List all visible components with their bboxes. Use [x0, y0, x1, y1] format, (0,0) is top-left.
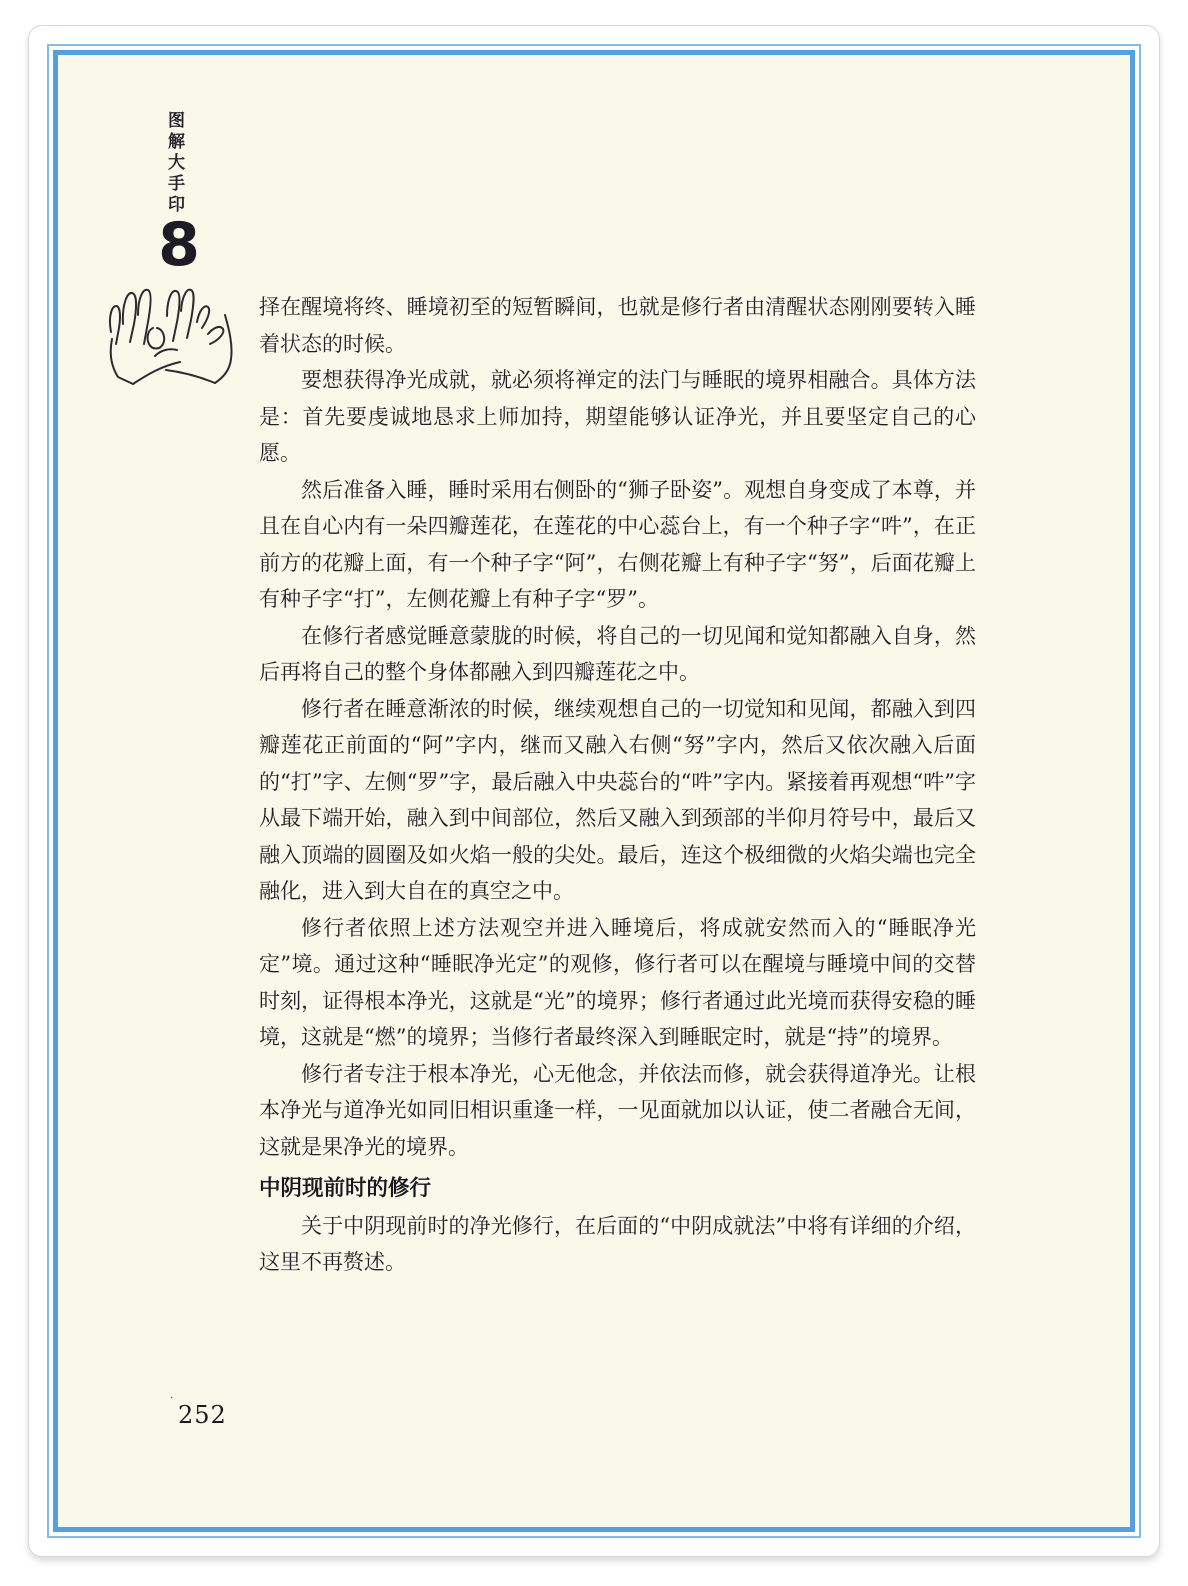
page-content-area — [58, 55, 1130, 1527]
article-body — [259, 289, 976, 1281]
book-page-card — [28, 25, 1160, 1557]
page-number-value: 252 — [178, 1401, 227, 1429]
mudra-hands-icon — [101, 284, 253, 386]
page-number — [170, 1393, 227, 1429]
outer-blue-rule — [47, 44, 1141, 1538]
paragraph: 然后准备入睡，睡时采用右侧卧的“狮子卧姿”。观想自身变成了本尊，并且在自心内有一朵四瓣莲花，在莲花的中心蕊台上，有一个种子字“吽”，在正前方的花瓣上面，有一个种子字“阿”，右侧花瓣上有种子字“努”，后面花瓣上有种子字“打”，左侧花瓣上有种子字“罗”。 — [259, 477, 976, 611]
paragraph: 修行者在睡意渐浓的时候，继续观想自己的一切觉知和见闻，都融入到四瓣莲花正前面的“阿”字内，继而又融入右侧“努”字内，然后又依次融入后面的“打”字、左侧“罗”字，最后融入中央蕊台的“吽”字内。紧接着再观想“吽”字从最下端开始，融入到中间部位，然后又融入到颈部的半仰月符号中，最后又融入顶端的圆圈及如火焰一般的尖处。最后，连这个极细微的火焰尖端也完全融化，进入到大自在的真空之中。 — [259, 696, 976, 903]
paragraph: 要想获得净光成就，就必须将禅定的法门与睡眠的境界相融合。具体方法是：首先要虔诚地恳求上师加持，期望能够认证净光，并且要坚定自己的心愿。 — [259, 368, 976, 465]
paragraph: 修行者专注于根本净光，心无他念，并依法而修，就会获得道净光。让根本净光与道净光如同旧相识重逢一样，一见面就加以认证，使二者融合无间，这就是果净光的境界。 — [259, 1061, 976, 1159]
scan-speckle: · — [170, 1393, 175, 1404]
paragraph: 修行者依照上述方法观空并进入睡境后，将成就安然而入的“睡眠净光定”境。通过这种“睡眠净光定”的观修，修行者可以在醒境与睡境中间的交替时刻，证得根本净光，这就是“光”的境界；修行者通过此光境而获得安稳的睡境，这就是“燃”的境界；当修行者最终深入到睡眠定时，就是“持”的境界。 — [259, 915, 976, 1049]
section-heading: 中阴现前时的修行 — [259, 1176, 432, 1201]
paragraph: 在修行者感觉睡意蒙胧的时候，将自己的一切见闻和觉知都融入自身，然后再将自己的整个身体都融入到四瓣莲花之中。 — [259, 623, 976, 684]
paragraph: 关于中阴现前时的净光修行，在后面的“中阴成就法”中将有详细的介绍，这里不再赘述。 — [259, 1213, 976, 1274]
chapter-number: 8 — [158, 210, 200, 280]
paragraph: 择在醒境将终、睡境初至的短暂瞬间，也就是修行者由清醒状态刚刚要转入睡着状态的时候。 — [259, 295, 976, 356]
inner-blue-rule — [53, 50, 1135, 1532]
book-title-vertical: 图解大手印 — [164, 111, 184, 216]
